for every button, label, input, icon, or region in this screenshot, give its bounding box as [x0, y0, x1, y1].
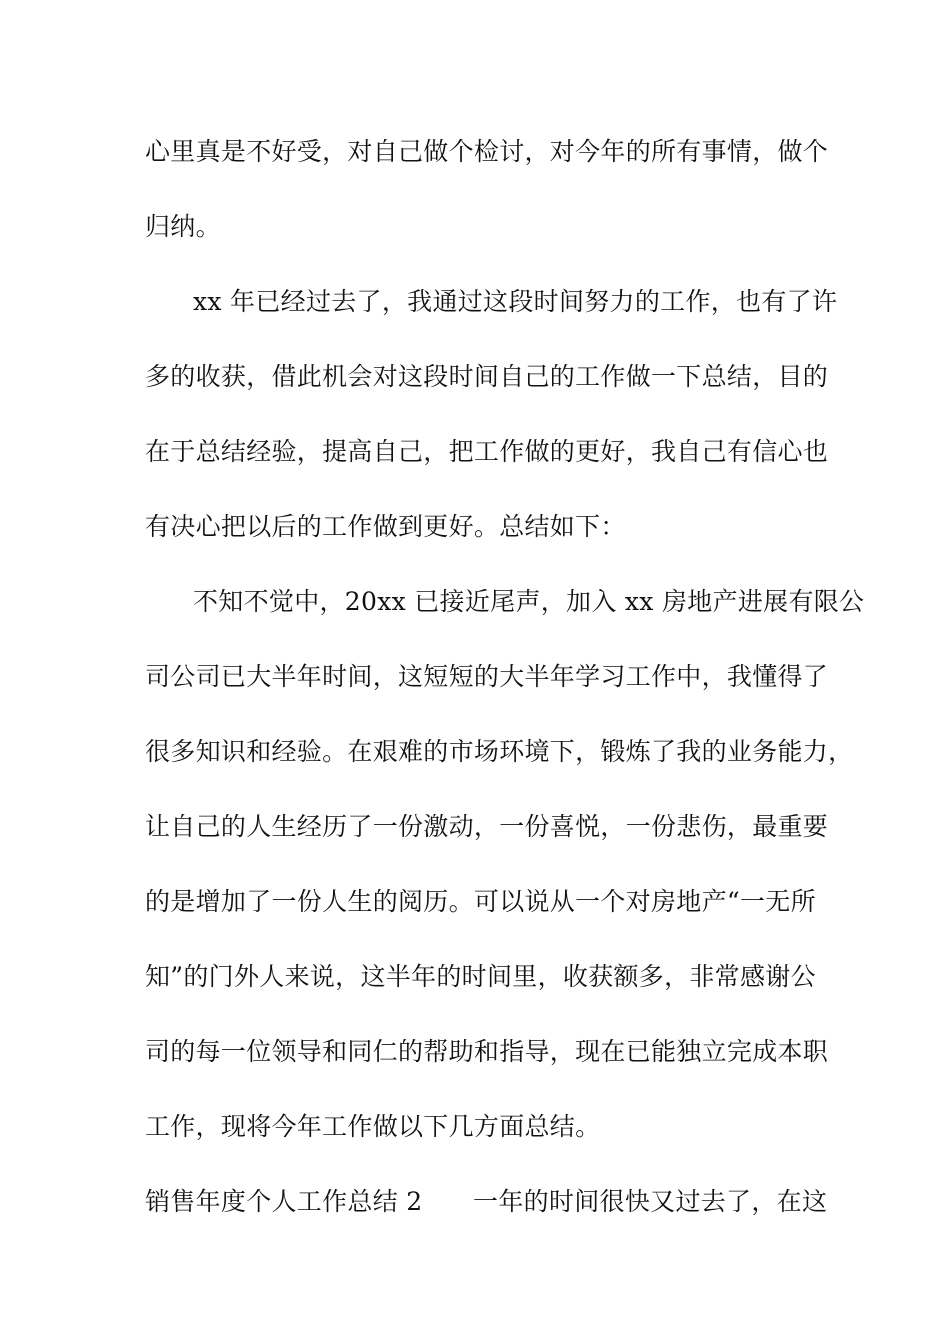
paragraph-first-line: xx 年已经过去了，我通过这段时间努力的工作，也有了许	[193, 287, 838, 316]
text-line: 司的每一位领导和同仁的帮助和指导，现在已能独立完成本职	[145, 1037, 829, 1066]
text-line: 多的收获，借此机会对这段时间自己的工作做一下总结，目的	[145, 362, 829, 391]
text-line: 归纳。	[145, 212, 221, 241]
text-line: 司公司已大半年时间，这短短的大半年学习工作中，我懂得了	[145, 662, 829, 691]
text-line: 的是增加了一份人生的阅历。可以说从一个对房地产“一无所	[145, 887, 816, 916]
text-line: 在于总结经验，提高自己，把工作做的更好，我自己有信心也	[145, 437, 829, 466]
paragraph-first-line: 不知不觉中，20xx 已接近尾声，加入 xx 房地产进展有限公	[193, 587, 865, 616]
section-heading-line: 销售年度个人工作总结 2 一年的时间很快又过去了，在这	[145, 1187, 828, 1216]
text-line: 心里真是不好受，对自己做个检讨，对今年的所有事情，做个	[145, 137, 829, 166]
text-line: 让自己的人生经历了一份激动，一份喜悦，一份悲伤，最重要	[145, 812, 829, 841]
text-line: 知”的门外人来说，这半年的时间里，收获额多，非常感谢公	[145, 962, 816, 991]
text-line: 有决心把以后的工作做到更好。总结如下：	[145, 512, 626, 541]
text-line: 工作，现将今年工作做以下几方面总结。	[145, 1112, 601, 1141]
text-line: 很多知识和经验。在艰难的市场环境下，锻炼了我的业务能力，	[145, 737, 854, 766]
